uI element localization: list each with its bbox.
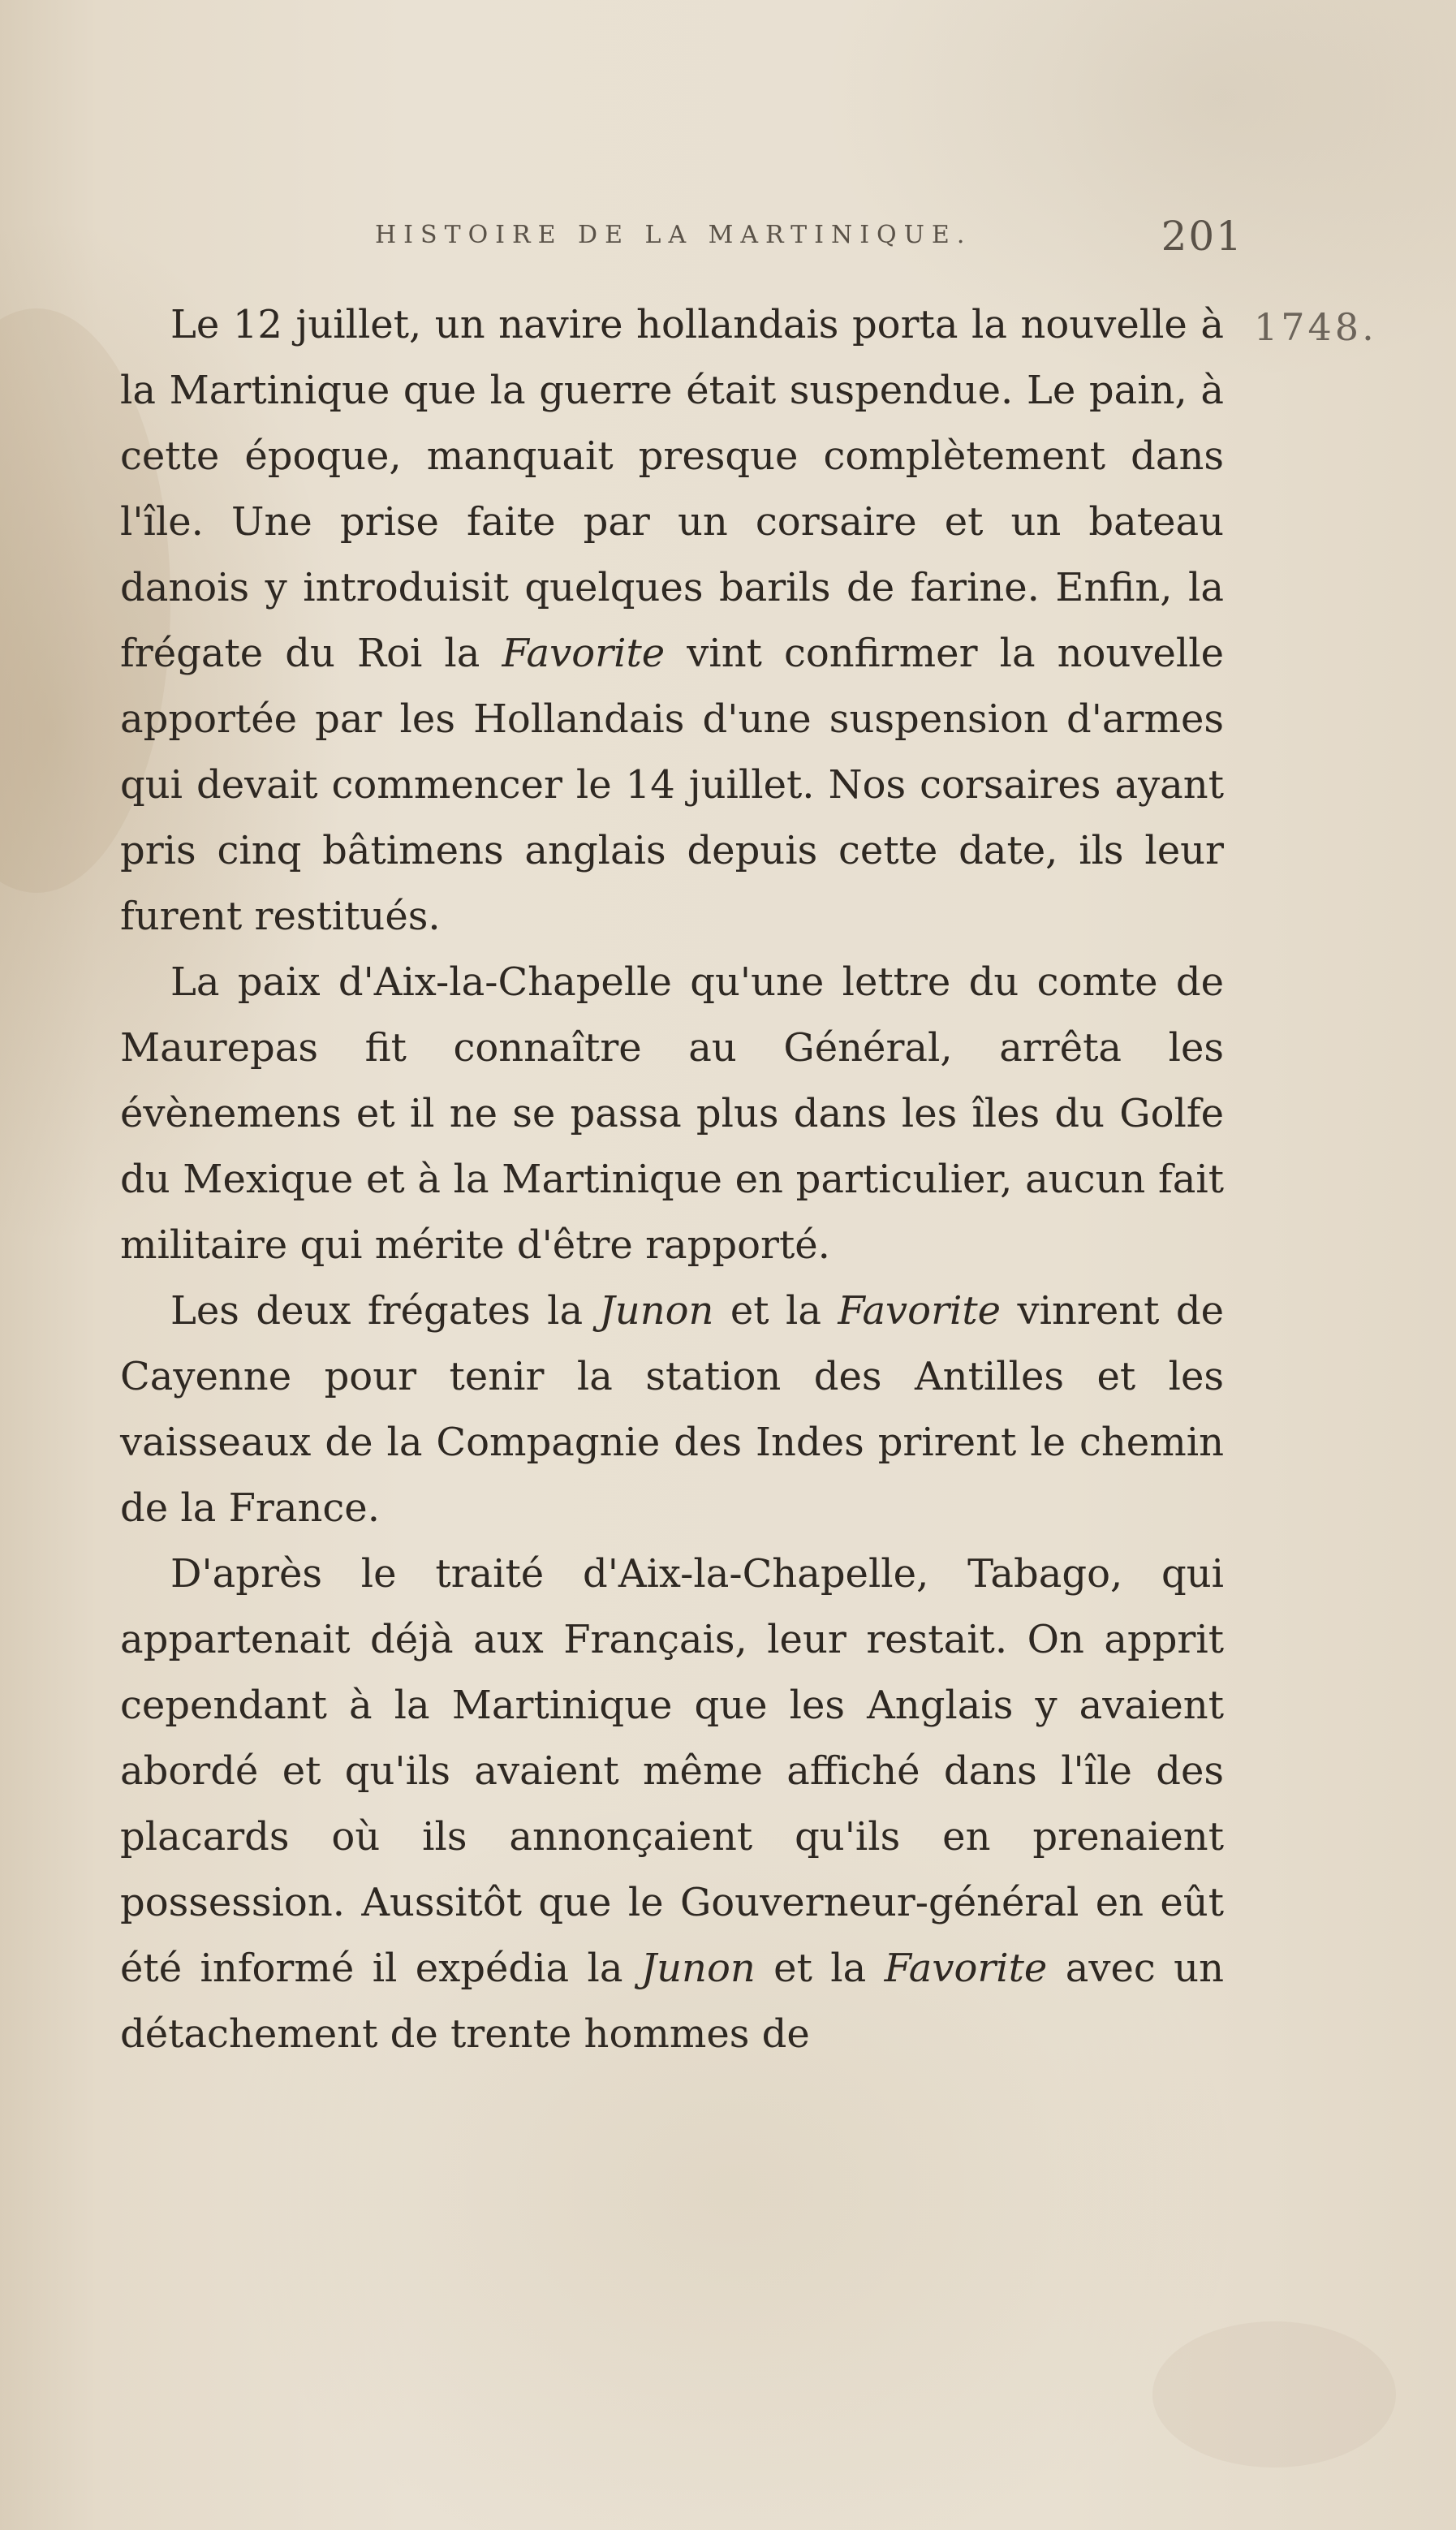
running-title: HISTOIRE DE LA MARTINIQUE. (375, 221, 972, 249)
paragraph: Les deux frégates la Junon et la Favorite vinrent de Cayenne pour tenir la station des Antilles et les vaisseaux de la Compagnie des Indes prirent le chemin de la France. (120, 1288, 1224, 1531)
page-number: 201 (1161, 213, 1243, 260)
paragraph: D'après le traité d'Aix-la-Chapelle, Tabago, qui appartenait déjà aux Français, leur restait. On apprit cependant à la Martinique que les Anglais y avaient abordé et qu'ils avaient même affiché dans l'île des placards où ils annonçaient qu'ils en prenaient possession. Aussitôt que le Gouverneur-général en eût été informé il expédia la Junon et la Favorite avec un détachement de trente hommes de (120, 1551, 1224, 2057)
running-header (375, 213, 1243, 261)
paper-stain (1152, 2321, 1396, 2468)
italic-ship-name: Favorite (884, 1946, 1048, 1991)
body-text (120, 292, 1224, 2067)
italic-ship-name: Favorite (502, 631, 666, 676)
margin-year-note: 1748. (1254, 305, 1377, 349)
italic-ship-name: Favorite (838, 1288, 1002, 1334)
italic-ship-name: Junon (599, 1288, 714, 1334)
paragraph: La paix d'Aix-la-Chapelle qu'une lettre du comte de Maurepas fit connaître au Général, arrêta les évènemens et il ne se passa plus dans les îles du Golfe du Mexique et à la Martinique en particulier, aucun fait militaire qui mérite d'être rapporté. (120, 959, 1224, 1268)
italic-ship-name: Junon (640, 1946, 756, 1991)
paragraph: Le 12 juillet, un navire hollandais porta la nouvelle à la Martinique que la guerre était suspendue. Le pain, à cette époque, manquait presque complètement dans l'île. Une prise faite par un corsaire et un bateau danois y introduisit quelques barils de farine. Enfin, la frégate du Roi la Favorite vint confirmer la nouvelle apportée par les Hollandais d'une suspension d'armes qui devait commencer le 14 juillet. Nos corsaires ayant pris cinq bâtimens anglais depuis cette date, ils leur furent restitués. (120, 302, 1224, 939)
